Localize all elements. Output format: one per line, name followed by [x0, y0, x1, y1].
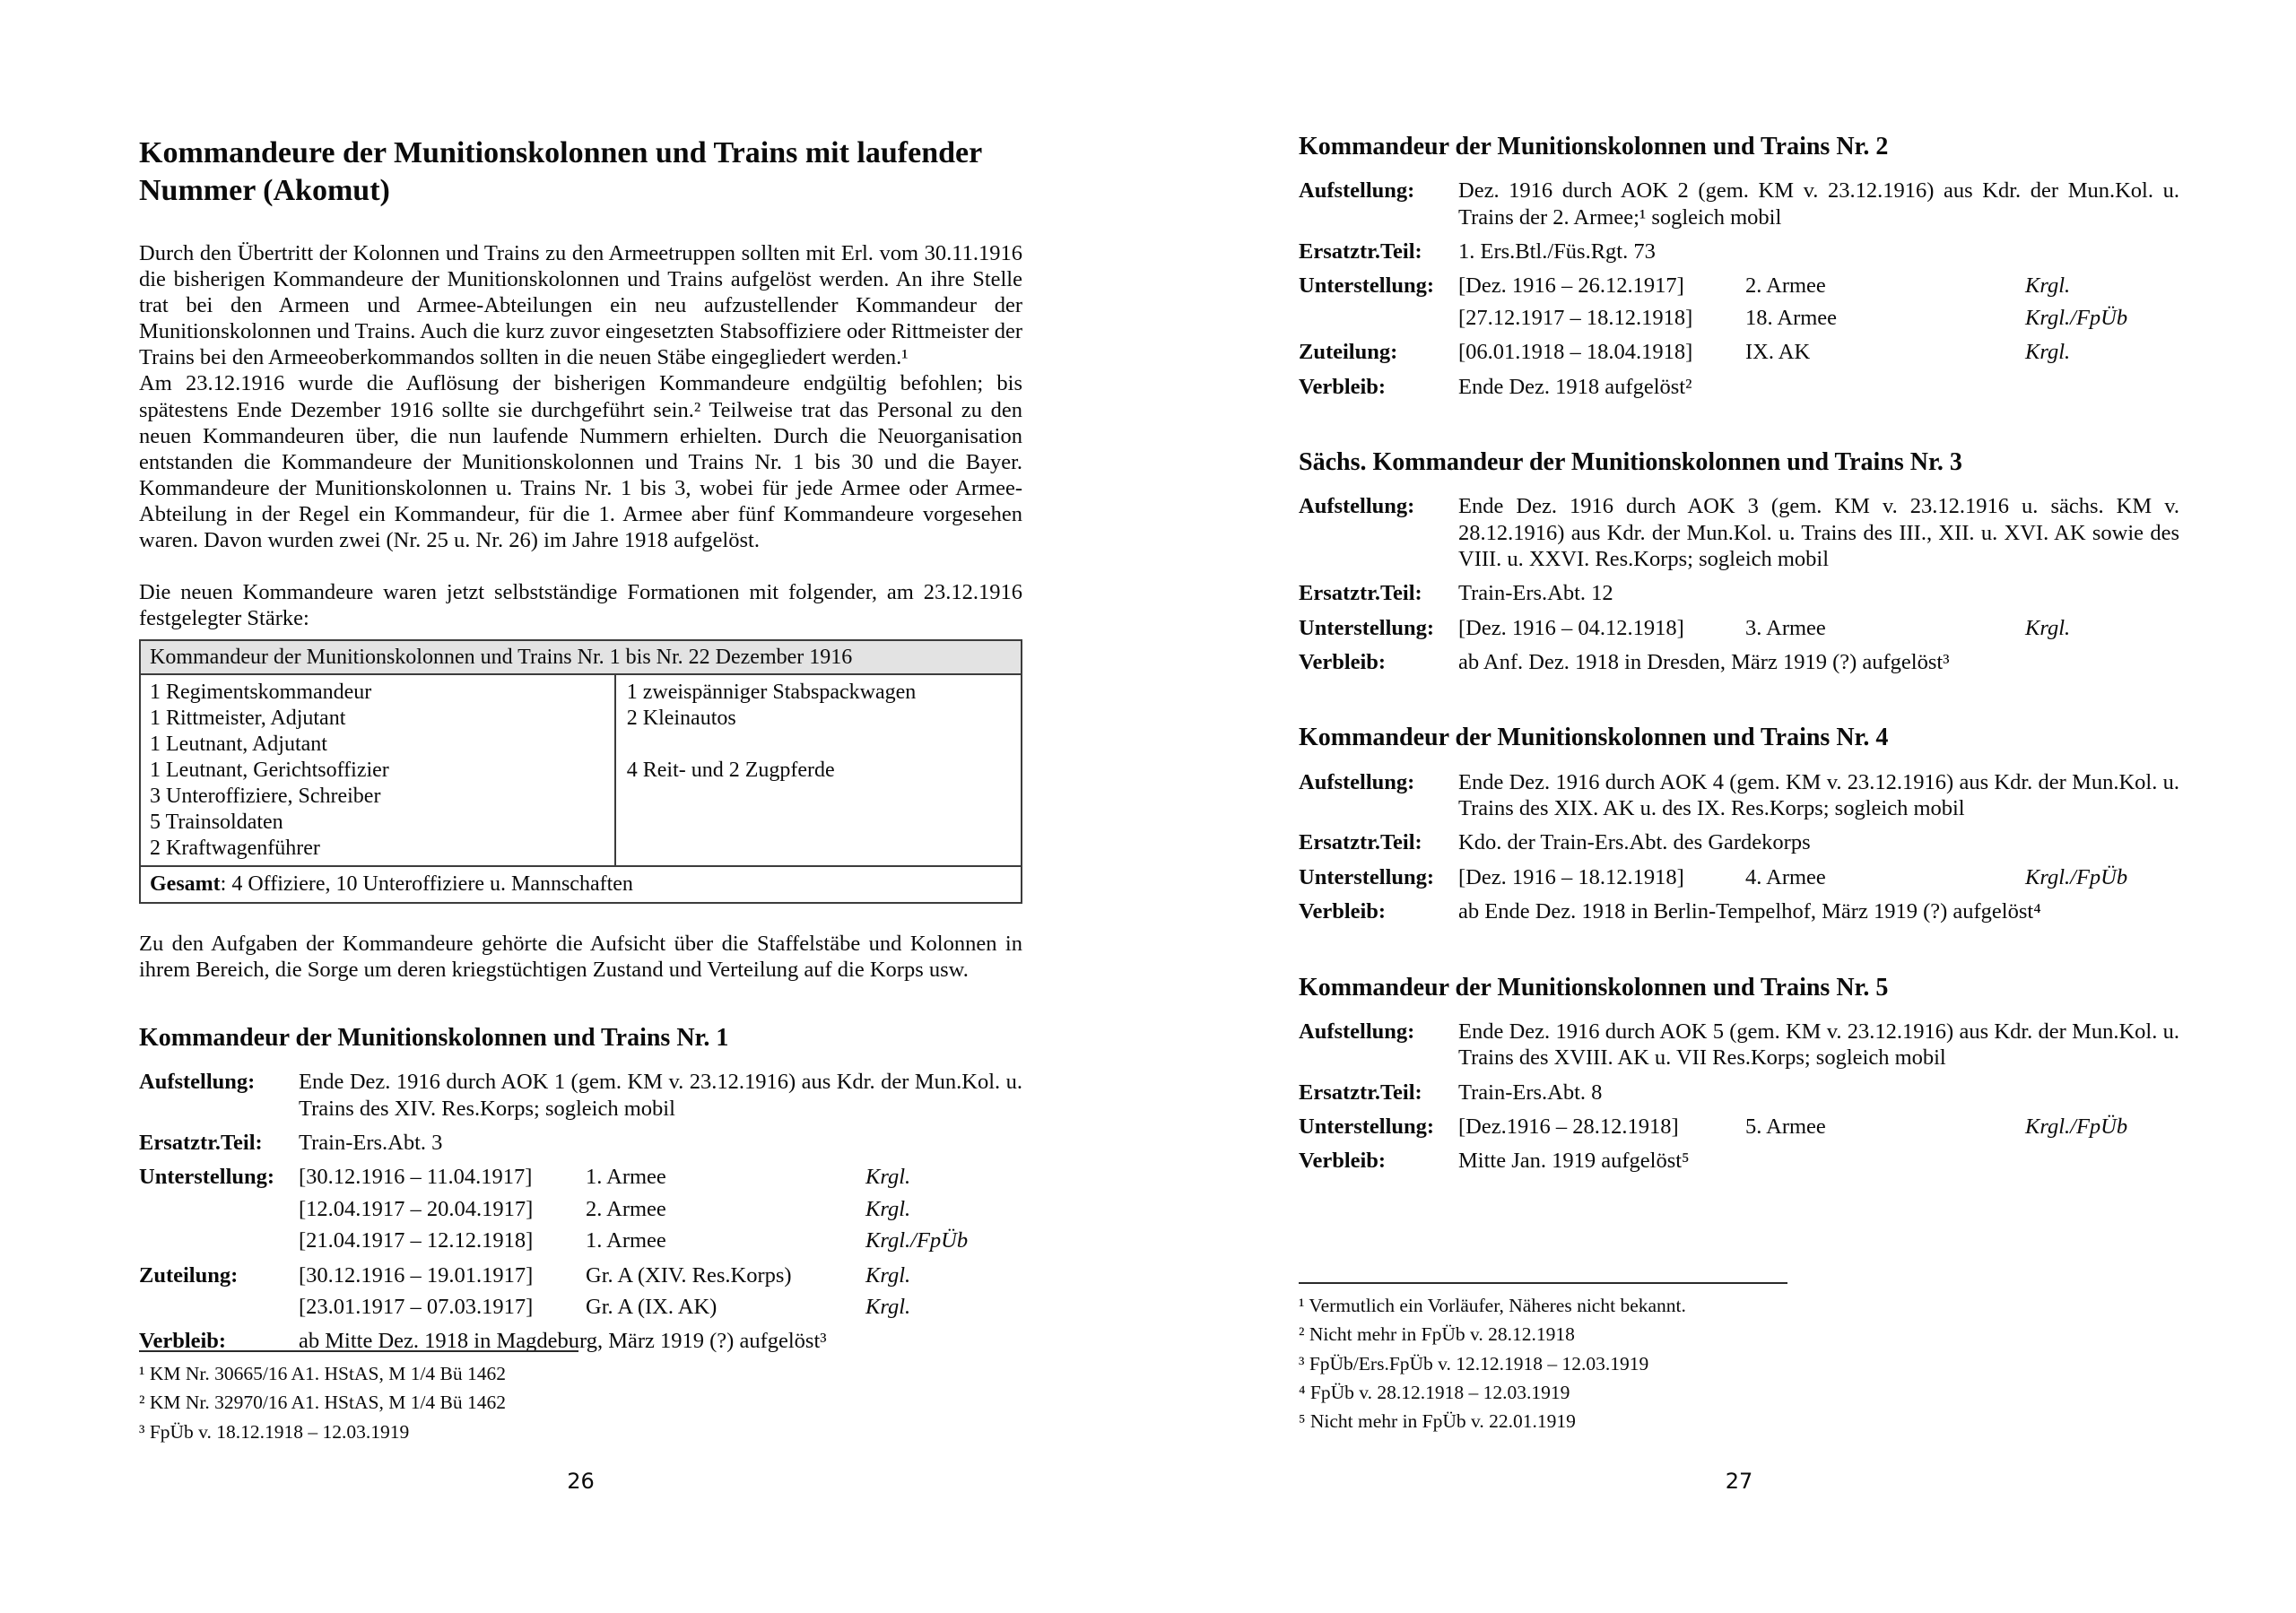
paragraph: Zu den Aufgaben der Kommandeure gehörte die Aufsicht über die Staffelstäbe und Kolonnen in ihrem Bereich, die Sorge um deren kriegstüchtigen Zustand und Verteilung auf die Korps usw.: [139, 931, 1022, 982]
date-range: [30.12.1916 – 11.04.1917]: [299, 1165, 533, 1190]
unit: 18. Armee: [1745, 305, 1838, 330]
table-cell: 1 Rittmeister, Adjutant: [150, 706, 346, 730]
def-row-unterstellung: [1299, 615, 2179, 641]
def-label: Ersatztr.Teil:: [1299, 830, 1422, 855]
footnote: ² KM Nr. 32970/16 A1. HStAS, M 1/4 Bü 1462: [139, 1392, 507, 1414]
def-row-verbleib: [1299, 649, 2179, 675]
def-value: Mitte Jan. 1919 aufgelöst⁵: [1458, 1149, 1690, 1174]
table-cell: [627, 784, 1012, 810]
section-details-nr2: [1299, 178, 2179, 400]
def-label: Unterstellung:: [1299, 615, 1435, 640]
footnote-rule: [139, 1350, 578, 1352]
source: Krgl.: [865, 1262, 911, 1288]
date-range: [Dez. 1916 – 04.12.1918]: [1458, 615, 1684, 640]
def-row-aufstellung: [139, 1069, 1022, 1122]
section-details-nr3: [1299, 493, 2179, 675]
page-right: [1299, 0, 2179, 1613]
def-value: Ende Dez. 1916 durch AOK 1 (gem. KM v. 23.12.1916) aus Kdr. der Mun.Kol. u. Trains des XIV. Res.Korps; sogleich mobil: [299, 1070, 1022, 1121]
date-range: [23.01.1917 – 07.03.1917]: [299, 1294, 534, 1319]
footnote: ⁴ FpÜb v. 28.12.1918 – 12.03.1919: [1299, 1381, 1570, 1403]
page-number: 26: [567, 1469, 595, 1494]
def-label: Zuteilung:: [1299, 340, 1398, 365]
source: Krgl./FpÜb: [2025, 305, 2128, 330]
def-label: Unterstellung:: [1299, 273, 1435, 299]
source: Krgl.: [2025, 615, 2071, 640]
table-cell: 4 Reit- und 2 Zugpferde: [626, 758, 835, 782]
page-left: [139, 0, 1022, 1613]
def-value: ab Ende Dez. 1918 in Berlin-Tempelhof, März 1919 (?) aufgelöst⁴: [1458, 899, 2041, 924]
def-row-zuteilung: [139, 1262, 1022, 1321]
table-cell: [627, 732, 1012, 758]
unit: 1. Armee: [586, 1165, 666, 1190]
assignment-line: [299, 1262, 1022, 1288]
def-label: Verbleib:: [1299, 1149, 1387, 1174]
table-cell: 5 Trainsoldaten: [150, 810, 283, 834]
def-row-ersatz: [1299, 1080, 2179, 1106]
def-value: Ende Dez. 1916 durch AOK 3 (gem. KM v. 23.12.1916 u. sächs. KM v. 28.12.1916) aus Kdr. der Mun.Kol. u. Trains des III., XII. u. XVI. AK sowie des VIII. u. XXVI. Res.Korps; sogleich mobil: [1458, 494, 2179, 571]
table-cell: 2 Kraftwagenführer: [150, 836, 320, 860]
def-label: Verbleib:: [1299, 650, 1387, 675]
footnote: ¹ KM Nr. 30665/16 A1. HStAS, M 1/4 Bü 1462: [139, 1363, 507, 1384]
def-row-unterstellung: [1299, 273, 2179, 331]
source: Krgl./FpÜb: [2025, 864, 2128, 889]
def-value: [299, 1262, 1022, 1321]
assignment-line: [1458, 615, 2179, 641]
unit: 2. Armee: [586, 1196, 666, 1221]
table-cell: 1 Regimentskommandeur: [150, 680, 372, 704]
source: Krgl.: [865, 1294, 911, 1319]
table-body: [141, 675, 1021, 865]
def-row-unterstellung: [139, 1164, 1022, 1253]
source: Krgl./FpÜb: [865, 1228, 969, 1253]
date-range: [30.12.1916 – 19.01.1917]: [299, 1262, 534, 1288]
footnote: ⁵ Nicht mehr in FpÜb v. 22.01.1919: [1299, 1410, 1576, 1432]
def-value: Ende Dez. 1918 aufgelöst²: [1458, 374, 1692, 399]
def-value: Train-Ers.Abt. 3: [299, 1130, 443, 1155]
paragraph: Die neuen Kommandeure waren jetzt selbstständige Formationen mit folgender, am 23.12.1916 festgelegter Stärke:: [139, 579, 1022, 630]
table-cell: 3 Unteroffiziere, Schreiber: [150, 784, 381, 808]
assignment-line: [299, 1196, 1022, 1222]
date-range: [Dez. 1916 – 18.12.1918]: [1458, 864, 1684, 889]
assignment-line: [299, 1164, 1022, 1190]
def-row-ersatz: [1299, 238, 2179, 264]
def-row-aufstellung: [1299, 178, 2179, 230]
def-value: [1458, 273, 2179, 331]
table-cell: 2 Kleinautos: [626, 706, 736, 730]
def-label: Unterstellung:: [1299, 1114, 1435, 1139]
footnotes: [1299, 1282, 1787, 1435]
def-label: Unterstellung:: [139, 1165, 275, 1190]
section-details-nr4: [1299, 769, 2179, 925]
section-heading-nr1: Kommandeur der Munitionskolonnen und Trains Nr. 1: [139, 1024, 729, 1052]
def-row-unterstellung: [1299, 1114, 2179, 1140]
assignment-line: [299, 1227, 1022, 1253]
assignment-line: [1458, 864, 2179, 890]
def-value: ab Mitte Dez. 1918 in Magdeburg, März 1919 (?) aufgelöst³: [299, 1329, 827, 1354]
date-range: [Dez. 1916 – 26.12.1917]: [1458, 273, 1684, 299]
footnote: ¹ Vermutlich ein Vorläufer, Näheres nicht bekannt.: [1299, 1295, 1686, 1316]
table-cell: 1 Leutnant, Adjutant: [150, 732, 327, 756]
table-cell: [627, 810, 1012, 836]
source: Krgl.: [2025, 273, 2071, 299]
unit: 5. Armee: [1745, 1114, 1826, 1139]
assignment-line: [299, 1294, 1022, 1320]
def-label: Ersatztr.Teil:: [139, 1130, 263, 1155]
def-row-verbleib: [1299, 1148, 2179, 1174]
table-footer-text: : 4 Offiziere, 10 Unteroffiziere u. Mannschaften: [220, 872, 633, 896]
def-row-zuteilung: [1299, 339, 2179, 365]
assignment-line: [1458, 1114, 2179, 1140]
unit: 3. Armee: [1745, 615, 1826, 640]
footnote: ³ FpÜb v. 18.12.1918 – 12.03.1919: [139, 1420, 410, 1443]
def-value: ab Anf. Dez. 1918 in Dresden, März 1919 (?) aufgelöst³: [1458, 650, 1950, 675]
footnote-rule: [1299, 1282, 1787, 1284]
source: Krgl.: [2025, 340, 2071, 365]
unit: 4. Armee: [1745, 864, 1826, 889]
def-row-ersatz: [139, 1130, 1022, 1156]
date-range: [Dez.1916 – 28.12.1918]: [1458, 1114, 1679, 1139]
def-label: Aufstellung:: [1299, 494, 1415, 519]
def-value: [1458, 1114, 2179, 1140]
def-row-unterstellung: [1299, 864, 2179, 890]
source: Krgl.: [865, 1165, 911, 1190]
table-header: Kommandeur der Munitionskolonnen und Trains Nr. 1 bis Nr. 22 Dezember 1916: [141, 641, 1021, 675]
date-range: [21.04.1917 – 12.12.1918]: [299, 1228, 534, 1253]
page-number: 27: [1725, 1469, 1753, 1494]
unit: 2. Armee: [1745, 273, 1826, 299]
assignment-line: [1458, 305, 2179, 331]
def-value: 1. Ers.Btl./Füs.Rgt. 73: [1458, 238, 1656, 264]
strength-table: [139, 639, 1022, 904]
assignment-line: [1458, 273, 2179, 299]
def-row-ersatz: [1299, 829, 2179, 855]
table-cell: 1 zweispänniger Stabspackwagen: [626, 680, 917, 704]
date-range: [27.12.1917 – 18.12.1918]: [1458, 305, 1693, 330]
unit: Gr. A (XIV. Res.Korps): [586, 1262, 792, 1288]
def-value: [1458, 615, 2179, 641]
def-label: Unterstellung:: [1299, 864, 1435, 889]
def-row-aufstellung: [1299, 769, 2179, 822]
footnote: ³ FpÜb/Ers.FpÜb v. 12.12.1918 – 12.03.1919: [1299, 1352, 1649, 1375]
unit: Gr. A (IX. AK): [586, 1294, 718, 1319]
def-label: Aufstellung:: [1299, 178, 1415, 204]
def-value: Train-Ers.Abt. 12: [1458, 581, 1613, 606]
def-label: Aufstellung:: [139, 1070, 256, 1095]
footnotes: [139, 1350, 578, 1446]
def-label: Aufstellung:: [1299, 1019, 1415, 1044]
section-details-nr5: [1299, 1019, 2179, 1175]
source: Krgl./FpÜb: [2025, 1114, 2128, 1139]
def-row-verbleib: [1299, 374, 2179, 400]
source: Krgl.: [865, 1196, 911, 1221]
def-label: Verbleib:: [139, 1329, 227, 1354]
paragraph: Durch den Übertritt der Kolonnen und Trains zu den Armeetruppen sollten mit Erl. vom 30.11.1916 die bisherigen Kommandeure der Munitionskolonnen und Trains aufgelöst werden. An ihre Stelle trat bei den Armeen und Armee-Abteilungen ein neu aufzustellender Kommandeur der Munitionskolonnen und Trains. Auch die kurz zuvor eingesetzten Stabsoffiziere oder Rittmeister der Trains bei den Armeeoberkommandos sollten in die neuen Stäbe eingegliedert werden.¹: [139, 241, 1022, 370]
def-value: Kdo. der Train-Ers.Abt. des Gardekorps: [1458, 830, 1811, 855]
assignment-line: [1458, 339, 2179, 365]
def-value: [1458, 864, 2179, 890]
table-footer: [141, 865, 1021, 902]
def-row-aufstellung: [1299, 493, 2179, 572]
table-column-equipment: [616, 675, 1021, 865]
def-value: [1458, 339, 2179, 365]
table-column-personnel: [141, 675, 616, 865]
section-heading-nr5: Kommandeur der Munitionskolonnen und Trains Nr. 5: [1299, 973, 1889, 1002]
chapter-title: Kommandeure der Munitionskolonnen und Trains mit laufender Nummer (Akomut): [139, 136, 982, 208]
table-cell: [627, 836, 1012, 862]
section-heading-nr4: Kommandeur der Munitionskolonnen und Trains Nr. 4: [1299, 724, 1889, 752]
def-value: Ende Dez. 1916 durch AOK 4 (gem. KM v. 23.12.1916) aus Kdr. der Mun.Kol. u. Trains des XIX. AK u. des IX. Res.Korps; sogleich mobil: [1458, 769, 2179, 821]
def-row-aufstellung: [1299, 1019, 2179, 1071]
date-range: [06.01.1918 – 18.04.1918]: [1458, 340, 1693, 365]
def-label: Ersatztr.Teil:: [1299, 238, 1422, 264]
def-label: Zuteilung:: [139, 1262, 239, 1288]
section-heading-nr3: Sächs. Kommandeur der Munitionskolonnen und Trains Nr. 3: [1299, 447, 1962, 476]
def-value: [299, 1164, 1022, 1253]
def-label: Ersatztr.Teil:: [1299, 1080, 1422, 1105]
unit: IX. AK: [1745, 340, 1811, 365]
table-footer-label: Gesamt: [150, 872, 221, 896]
def-row-ersatz: [1299, 580, 2179, 606]
def-label: Aufstellung:: [1299, 769, 1415, 794]
table-cell: 1 Leutnant, Gerichtsoffizier: [150, 758, 389, 782]
section-details-nr1: [139, 1069, 1022, 1355]
def-value: Train-Ers.Abt. 8: [1458, 1080, 1603, 1105]
def-label: Verbleib:: [1299, 374, 1387, 399]
def-label: Ersatztr.Teil:: [1299, 581, 1422, 606]
paragraph: Am 23.12.1916 wurde die Auflösung der bisherigen Kommandeure endgültig befohlen; bis spätestens Ende Dezember 1916 sollte sie durchgeführt sein.² Teilweise trat das Personal zu den neuen Kommandeuren über, die nun laufende Nummern erhielten. Durch die Neuorganisation entstanden die Kommandeure der Munitionskolonnen und Trains Nr. 1 bis 30 und die Bayer. Kommandeure der Munitionskolonnen u. Trains Nr. 1 bis 3, wobei für jede Armee oder Armee-Abteilung in der Regel ein Kommandeur, für die 1. Armee aber fünf Kommandeure vorgesehen waren. Davon wurden zwei (Nr. 25 u. Nr. 26) im Jahre 1918 aufgelöst.: [139, 371, 1022, 552]
def-value: Ende Dez. 1916 durch AOK 5 (gem. KM v. 23.12.1916) aus Kdr. der Mun.Kol. u. Trains des XVIII. AK u. VII Res.Korps; sogleich mobil: [1458, 1019, 2179, 1071]
section-heading-nr2: Kommandeur der Munitionskolonnen und Trains Nr. 2: [1299, 133, 1889, 160]
unit: 1. Armee: [586, 1228, 666, 1253]
def-label: Verbleib:: [1299, 899, 1387, 924]
date-range: [12.04.1917 – 20.04.1917]: [299, 1196, 534, 1221]
def-value: Dez. 1916 durch AOK 2 (gem. KM v. 23.12.1916) aus Kdr. der Mun.Kol. u. Trains der 2. Armee;¹ sogleich mobil: [1458, 178, 2179, 230]
footnote: ² Nicht mehr in FpÜb v. 28.12.1918: [1299, 1323, 1575, 1346]
def-row-verbleib: [1299, 898, 2179, 924]
